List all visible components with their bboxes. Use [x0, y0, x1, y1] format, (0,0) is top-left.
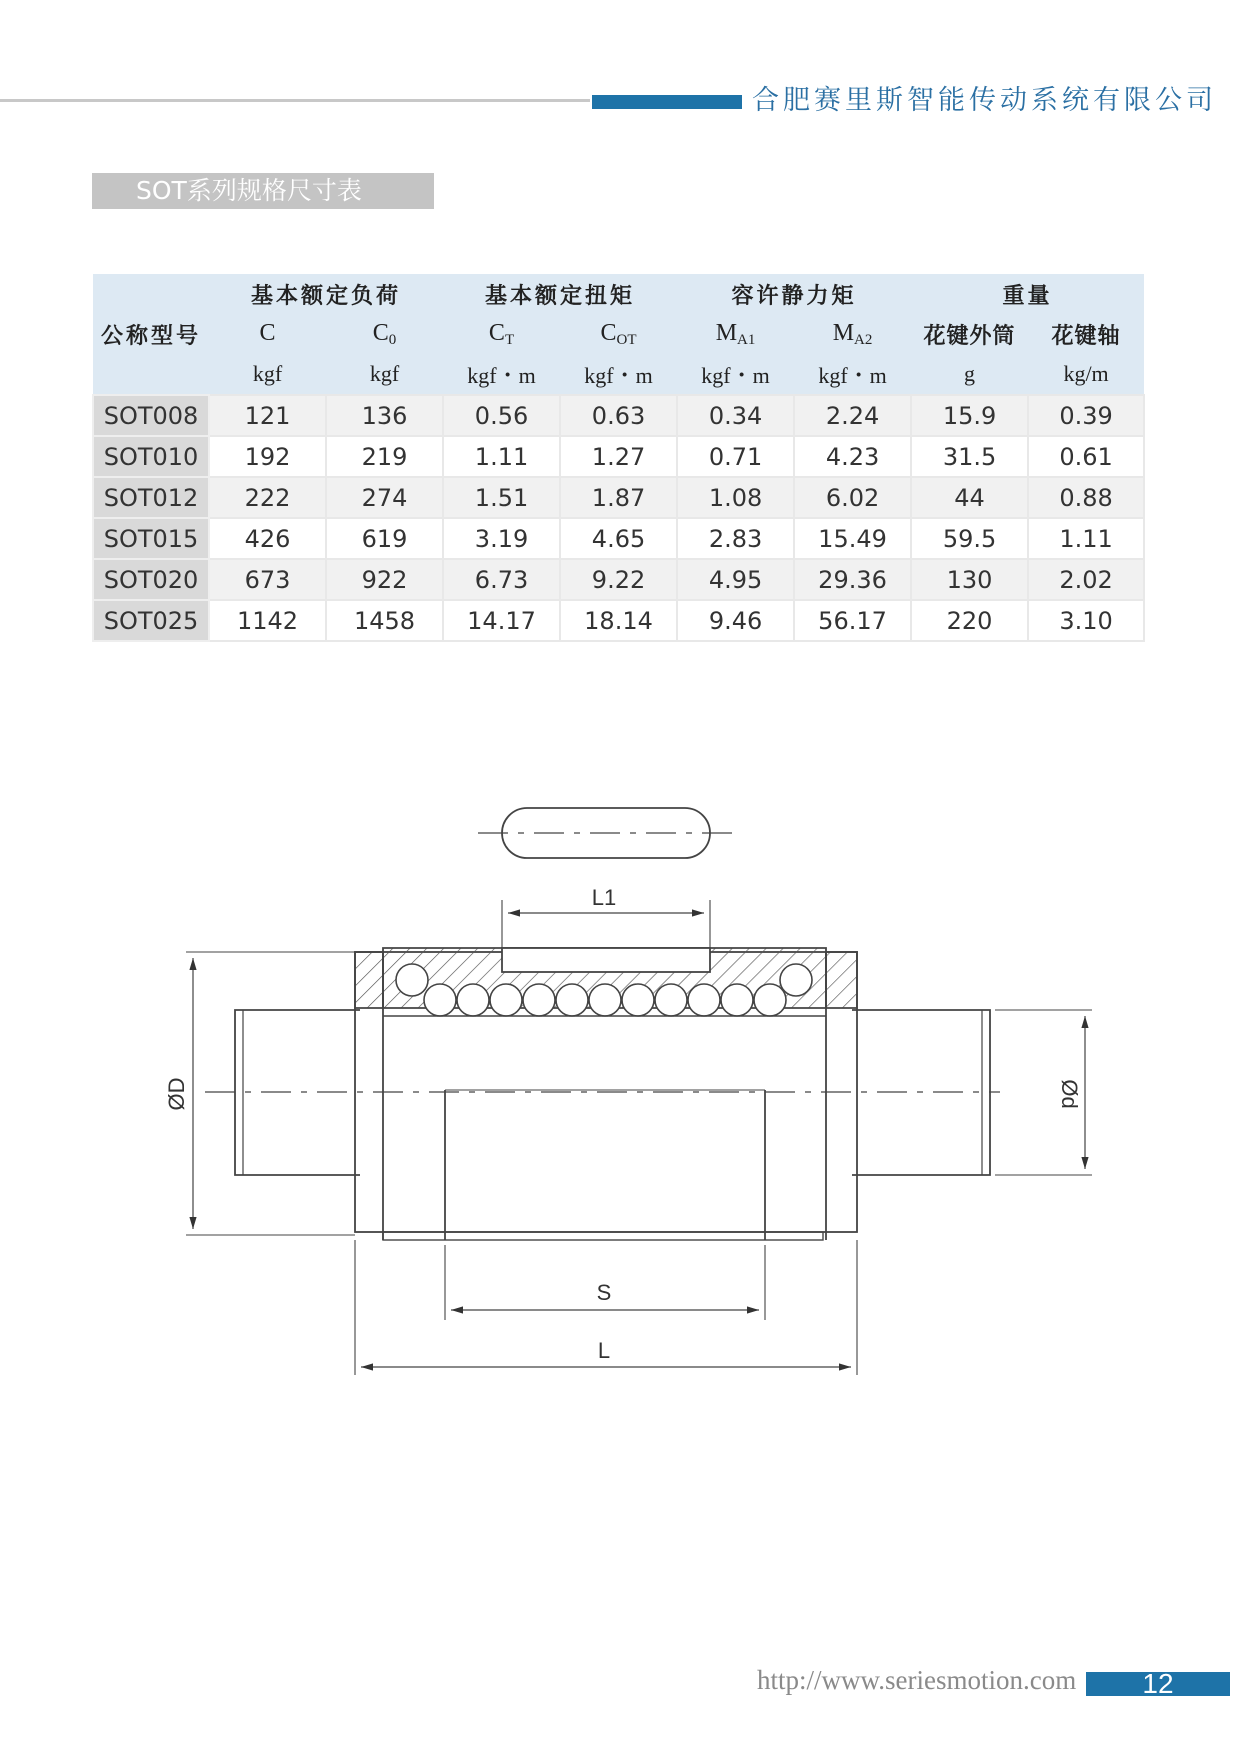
table-cell: 2.24 [794, 395, 911, 436]
table-cell: 1142 [209, 600, 326, 641]
table-cell: 0.61 [1028, 436, 1144, 477]
table-cell: 4.95 [677, 559, 794, 600]
label-id: Ød [1057, 1079, 1082, 1109]
table-cell: 0.56 [443, 395, 560, 436]
col-model-header: 公称型号 [93, 274, 209, 395]
table-cell: 56.17 [794, 600, 911, 641]
unit-cell: kgf・m [677, 354, 794, 395]
group-rated-torque: 基本额定扭矩 [443, 274, 677, 314]
table-cell: 31.5 [911, 436, 1028, 477]
unit-cell: kgf [326, 354, 443, 395]
model-cell: SOT012 [93, 477, 209, 518]
label-s: S [596, 1280, 612, 1305]
model-cell: SOT010 [93, 436, 209, 477]
company-name: 合肥赛里斯智能传动系统有限公司 [752, 85, 1217, 116]
footer-url: http://www.seriesmotion.com [757, 1665, 1077, 1695]
table-cell: 136 [326, 395, 443, 436]
group-static-moment: 容许静力矩 [677, 274, 911, 314]
table-cell: 1.11 [443, 436, 560, 477]
table-cell: 274 [326, 477, 443, 518]
symbol-cell: $C_0$ [326, 314, 443, 354]
table-cell: 4.65 [560, 518, 677, 559]
table-cell: 2.83 [677, 518, 794, 559]
table-cell: 3.19 [443, 518, 560, 559]
table-cell: 1.87 [560, 477, 677, 518]
table-cell: 44 [911, 477, 1028, 518]
table-cell: 0.63 [560, 395, 677, 436]
unit-cell: kgf [209, 354, 326, 395]
unit-cell: kg/m [1028, 354, 1144, 395]
table-cell: 192 [209, 436, 326, 477]
table-cell: 18.14 [560, 600, 677, 641]
table-cell: 2.02 [1028, 559, 1144, 600]
group-weight: 重量 [911, 274, 1144, 314]
key-slot [502, 948, 710, 972]
table-cell: 1.51 [443, 477, 560, 518]
model-cell: SOT008 [93, 395, 209, 436]
table-cell: 6.73 [443, 559, 560, 600]
label-od: ØD [164, 1077, 189, 1111]
section-title: SOT系列规格尺寸表 [92, 173, 434, 209]
table-cell: 15.49 [794, 518, 911, 559]
table-cell: 219 [326, 436, 443, 477]
table-cell: 59.5 [911, 518, 1028, 559]
table-cell: 9.46 [677, 600, 794, 641]
unit-cell: kgf・m [560, 354, 677, 395]
table-cell: 1.08 [677, 477, 794, 518]
table-cell: 222 [209, 477, 326, 518]
group-rated-load: 基本额定负荷 [209, 274, 443, 314]
model-cell: SOT015 [93, 518, 209, 559]
symbol-spline-shaft: 花键轴 [1028, 314, 1144, 354]
table-cell: 14.17 [443, 600, 560, 641]
label-l1: L1 [591, 885, 617, 910]
model-cell: SOT025 [93, 600, 209, 641]
table-cell: 619 [326, 518, 443, 559]
table-cell: 922 [326, 559, 443, 600]
symbol-cell: $C_T$ [443, 314, 560, 354]
table-cell: 1.27 [560, 436, 677, 477]
label-l: L [597, 1338, 611, 1363]
symbol-spline-nut: 花键外筒 [911, 314, 1028, 354]
table-cell: 0.71 [677, 436, 794, 477]
table-cell: 4.23 [794, 436, 911, 477]
end-cap-left-section [355, 952, 383, 1008]
drawing-lines [186, 808, 1092, 1375]
symbol-cell: $M_{A2}$ [794, 314, 911, 354]
table-cell: 130 [911, 559, 1028, 600]
table-cell: 9.22 [560, 559, 677, 600]
table-cell: 0.34 [677, 395, 794, 436]
unit-cell: kgf・m [443, 354, 560, 395]
table-cell: 6.02 [794, 477, 911, 518]
table-cell: 0.88 [1028, 477, 1144, 518]
table-cell: 426 [209, 518, 326, 559]
table-cell: 1458 [326, 600, 443, 641]
table-cell: 0.39 [1028, 395, 1144, 436]
table-cell: 15.9 [911, 395, 1028, 436]
symbol-cell: $M_{A1}$ [677, 314, 794, 354]
table-cell: 121 [209, 395, 326, 436]
unit-cell: g [911, 354, 1028, 395]
table-cell: 673 [209, 559, 326, 600]
page-number: 12 [1142, 1668, 1174, 1699]
table-cell: 220 [911, 600, 1028, 641]
table-cell: 29.36 [794, 559, 911, 600]
model-cell: SOT020 [93, 559, 209, 600]
table-cell: 1.11 [1028, 518, 1144, 559]
unit-cell: kgf・m [794, 354, 911, 395]
table-cell: 3.10 [1028, 600, 1144, 641]
end-cap-right-section [826, 952, 857, 1008]
symbol-cell: C [209, 314, 326, 354]
symbol-cell: $C_{OT}$ [560, 314, 677, 354]
